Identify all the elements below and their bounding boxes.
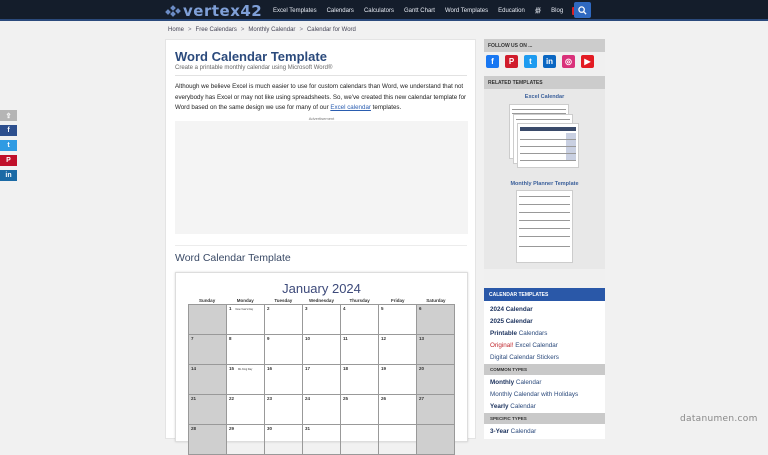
calendar-day-cell [189, 425, 227, 455]
link-text-rest: Monthly Calendar with Holidays [490, 390, 579, 398]
search-button[interactable] [574, 2, 591, 18]
calendar-day-cell [265, 305, 303, 335]
breadcrumb-separator: > [188, 27, 192, 33]
day-number: 28 [191, 426, 197, 431]
calendar-day-cell [303, 425, 341, 455]
calendar-day-cell [265, 395, 303, 425]
calendar-day-cell [303, 365, 341, 395]
calendar-day-cell [189, 305, 227, 335]
day-number: 23 [267, 396, 273, 401]
watermark: datanumen.com [680, 414, 758, 424]
main-content [165, 39, 476, 439]
calendar-day-cell [303, 305, 341, 335]
day-number: 8 [229, 336, 232, 341]
calendar-day-cell [227, 305, 265, 335]
advertisement-label: Advertisement [308, 116, 335, 121]
day-number: 14 [191, 366, 197, 371]
calendar-template-link[interactable] [484, 339, 605, 351]
facebook-icon[interactable]: f [0, 125, 17, 136]
search-icon [578, 6, 587, 15]
calendar-day-cell [303, 335, 341, 365]
nav-excel-templates[interactable]: Excel Templates [273, 7, 317, 14]
day-number: 1 [229, 306, 232, 311]
calendar-template-link[interactable] [484, 376, 605, 388]
day-number: 24 [305, 396, 311, 401]
holiday-label: ML King Day [238, 368, 253, 371]
advertisement-box[interactable] [175, 121, 468, 234]
intro-text-end: templates. [370, 104, 402, 111]
pinterest-icon[interactable]: P [505, 55, 518, 68]
day-number: 11 [343, 336, 348, 341]
share-icon[interactable]: ⇪ [0, 110, 17, 121]
day-number: 2 [267, 306, 270, 311]
calendar-templates-heading: CALENDAR TEMPLATES [484, 288, 605, 301]
link-text-rest: Excel Calendar [513, 341, 558, 349]
breadcrumb-free-calendars[interactable]: Free Calendars [195, 27, 237, 33]
related-monthly-planner-title[interactable]: Monthly Planner Template [510, 181, 579, 187]
page-subtitle: Create a printable monthly calendar using Microsoft Word® [175, 65, 333, 71]
social-links [484, 52, 605, 68]
calendar-template-link[interactable] [484, 315, 605, 327]
nav-blog[interactable]: Blog [551, 7, 564, 14]
day-number: 18 [343, 366, 349, 371]
calendar-day-cell [265, 365, 303, 395]
calendar-title: January 2024 [282, 281, 361, 296]
calendar-day-cell [417, 395, 455, 425]
calendar-template-link[interactable] [484, 425, 605, 437]
calendar-day-cell [417, 305, 455, 335]
calendar-day-cell [189, 365, 227, 395]
linkedin-icon[interactable]: in [0, 170, 17, 181]
monthly-planner-thumbnail[interactable] [516, 190, 573, 263]
calendar-day-cell [227, 365, 265, 395]
day-number: 5 [381, 306, 384, 311]
linkedin-icon[interactable]: in [543, 55, 556, 68]
calendar-template-link[interactable] [484, 303, 605, 315]
nav-word-templates[interactable]: Word Templates [444, 7, 489, 14]
calendar-day-cell [189, 395, 227, 425]
day-number: 29 [229, 426, 235, 431]
youtube-icon[interactable]: ▶ [581, 55, 594, 68]
twitter-icon[interactable]: t [0, 140, 17, 151]
related-excel-calendar-title[interactable]: Excel Calendar [524, 94, 565, 100]
nav-calendars[interactable]: Calendars [326, 7, 354, 14]
calendar-day-cell [417, 335, 455, 365]
link-text-rest: Calendars [516, 329, 548, 337]
day-number: 31 [305, 426, 311, 431]
day-number: 30 [267, 426, 273, 431]
day-number: 4 [343, 306, 346, 311]
logo-mark-icon [166, 5, 180, 17]
follow-us-heading: FOLLOW US ON ... [484, 39, 605, 52]
related-templates-heading: RELATED TEMPLATES [484, 76, 605, 89]
calendar-day-cell [341, 425, 379, 455]
link-text-red: Original! [490, 341, 514, 349]
nav-calculators[interactable]: Calculators [363, 7, 394, 14]
day-name: Tuesday [274, 298, 293, 303]
breadcrumb [168, 27, 356, 33]
breadcrumb-separator: > [240, 27, 245, 33]
day-name: Sunday [198, 298, 216, 303]
day-number: 15 [229, 366, 235, 371]
calendar-day-cell [417, 425, 455, 455]
calendar-day-cell [341, 365, 379, 395]
nav-gantt-chart[interactable]: Gantt Chart [403, 7, 435, 14]
divider [175, 245, 467, 246]
calendar-day-cell [341, 335, 379, 365]
day-number: 17 [305, 366, 311, 371]
day-number: 20 [419, 366, 425, 371]
logo[interactable] [166, 2, 262, 19]
day-number: 22 [229, 396, 235, 401]
calendar-day-cell [303, 395, 341, 425]
calendar-day-cell [265, 335, 303, 365]
calendar-day-cell [341, 395, 379, 425]
calendar-day-cell [265, 425, 303, 455]
top-navigation [0, 0, 768, 21]
link-text-rest: Calendar [508, 402, 536, 410]
logo-text: vertex42 [183, 1, 263, 20]
facebook-icon[interactable]: f [486, 55, 499, 68]
link-text-rest: Calendar [508, 427, 537, 435]
day-number: 9 [267, 336, 270, 341]
link-text-bold: 2024 Calendar [490, 305, 533, 313]
day-name: Wednesday [309, 298, 334, 303]
calendar-day-cell [227, 335, 265, 365]
calendar-preview[interactable] [175, 272, 468, 442]
divider [175, 75, 467, 76]
day-number: 16 [267, 366, 273, 371]
twitter-icon[interactable]: t [524, 55, 537, 68]
day-number: 27 [419, 396, 425, 401]
day-number: 10 [305, 336, 311, 341]
section-title: Word Calendar Template [175, 252, 291, 264]
link-text-bold: Monthly [490, 378, 515, 386]
link-text-bold: Yearly [490, 402, 509, 410]
link-text-rest: Digital Calendar Stickers [490, 353, 559, 361]
calendar-day-cell [379, 425, 417, 455]
holiday-label: New Year's Day [235, 308, 254, 311]
day-name: Thursday [349, 298, 370, 303]
nav-more-icon[interactable]: ∰ [534, 8, 542, 14]
day-number: 21 [191, 396, 197, 401]
day-number: 19 [381, 366, 387, 371]
calendar-template-link[interactable] [484, 388, 605, 400]
calendar-day-cell [379, 395, 417, 425]
calendar-templates-panel [484, 288, 605, 439]
related-templates [484, 89, 605, 269]
calendar-day-cell [417, 365, 455, 395]
calendar-template-link[interactable] [484, 351, 605, 363]
calendar-day-cell [379, 305, 417, 335]
breadcrumb-separator: > [299, 27, 303, 33]
calendar-day-cell [189, 335, 227, 365]
nav-menu [268, 0, 584, 21]
calendar-day-cell [227, 395, 265, 425]
breadcrumb-current: Calendar for Word [306, 27, 356, 33]
day-number: 26 [381, 396, 387, 401]
calendar-day-cell [379, 335, 417, 365]
day-number: 13 [419, 336, 425, 341]
day-number: 7 [191, 336, 194, 341]
day-number: 6 [419, 306, 422, 311]
link-text-bold: 3-Year [490, 427, 509, 435]
calendar-day-names [188, 298, 455, 303]
link-text-rest: Calendar [514, 378, 542, 386]
breadcrumb-monthly-calendar[interactable]: Monthly Calendar [248, 27, 296, 33]
specific-types-heading: SPECIFIC TYPES [484, 413, 605, 424]
intro-text: Although we believe Excel is much easier to use for custom calendars than Word, we understand that not everybody has Excel or may not like using spreadsheets. So, we've created this new calendar template for Word based on the same design we use for many of our [175, 83, 467, 111]
calendar-day-cell [341, 305, 379, 335]
instagram-icon[interactable]: ◎ [562, 55, 575, 68]
day-number: 3 [305, 306, 308, 311]
link-text-bold: Printable [490, 329, 517, 337]
calendar-templates-list [484, 301, 605, 439]
breadcrumb-home[interactable]: Home [168, 27, 185, 33]
pinterest-icon[interactable]: P [0, 155, 17, 166]
common-types-heading: COMMON TYPES [484, 364, 605, 375]
day-number: 12 [381, 336, 387, 341]
calendar-day-cell [379, 365, 417, 395]
excel-calendar-link[interactable]: Excel calendar [330, 104, 371, 111]
page-title: Word Calendar Template [175, 49, 327, 64]
calendar-day-cell [227, 425, 265, 455]
day-name: Friday [391, 298, 405, 303]
day-name: Saturday [426, 298, 446, 303]
calendar-grid [188, 304, 455, 455]
calendar-template-link[interactable] [484, 327, 605, 339]
calendar-template-link[interactable] [484, 400, 605, 412]
intro-paragraph [175, 82, 470, 114]
day-name: Monday [236, 298, 254, 303]
link-text-bold: 2025 Calendar [490, 317, 533, 325]
nav-education[interactable]: Education [498, 7, 525, 14]
day-number: 25 [343, 396, 349, 401]
